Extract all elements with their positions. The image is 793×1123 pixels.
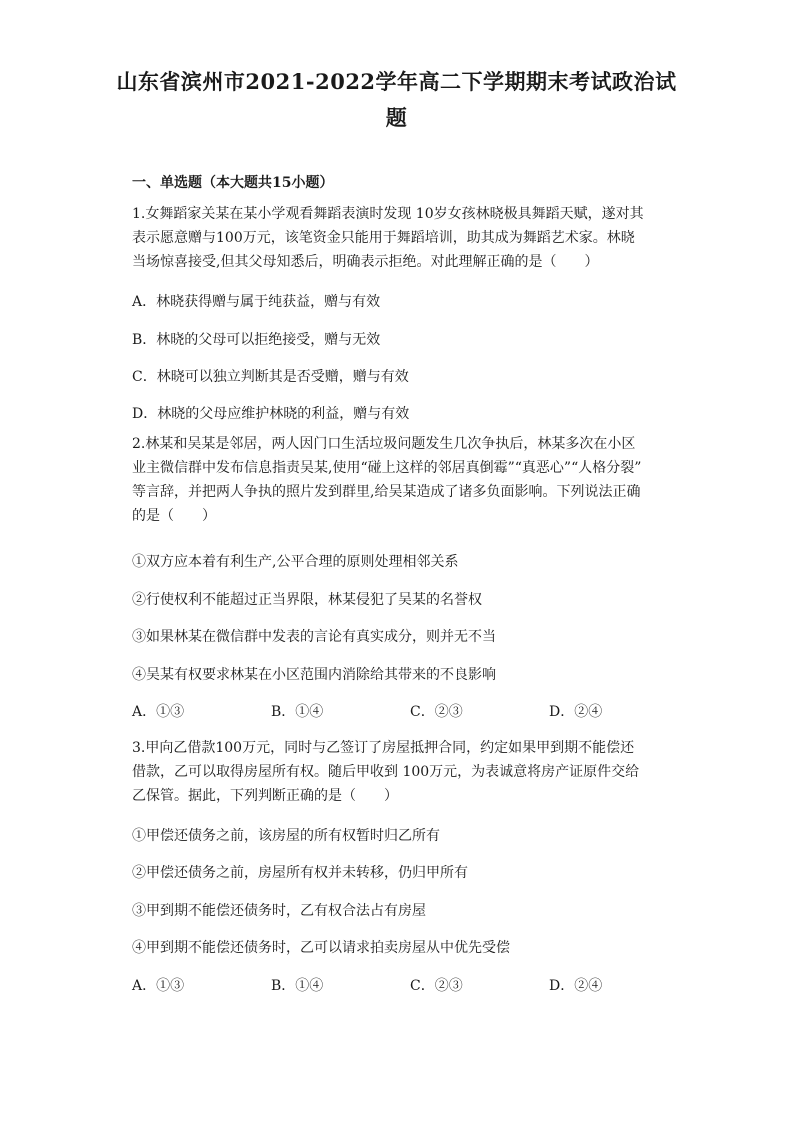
question-1-stem-line: 表示愿意赠与100万元，该笔资金只能用于舞蹈培训，助其成为舞蹈艺术家。林晓 bbox=[132, 230, 635, 246]
question-3-item-2: ②甲偿还债务之前，房屋所有权并未转移，仍归甲所有 bbox=[132, 865, 468, 881]
document-title bbox=[110, 64, 683, 136]
question-2-item-2: ②行使权利不能超过正当界限，林某侵犯了吴某的名誉权 bbox=[132, 592, 482, 608]
question-2-stem-line: 业主微信群中发布信息指责吴某,使用“碰上这样的邻居真倒霉”“真恶心”“人格分裂” bbox=[132, 460, 642, 476]
question-3-choice-b: B．①④ bbox=[271, 978, 324, 994]
question-2-stem-line: 等言辞，并把两人争执的照片发到群里,给吴某造成了诸多负面影响。下列说法正确 bbox=[132, 484, 641, 500]
question-3-choice-c: C．②③ bbox=[410, 978, 463, 994]
question-3-stem-line: 借款，乙可以取得房屋所有权。随后甲收到 100万元，为表诚意将房产证原件交给 bbox=[132, 764, 640, 780]
question-3-stem-line: 乙保管。据此，下列判断正确的是（ ） bbox=[132, 788, 398, 804]
question-3-item-3: ③甲到期不能偿还债务时，乙有权合法占有房屋 bbox=[132, 903, 426, 919]
question-1-option-b: B．林晓的父母可以拒绝接受，赠与无效 bbox=[132, 332, 381, 348]
question-1-option-a: A．林晓获得赠与属于纯获益，赠与有效 bbox=[132, 294, 381, 310]
question-3-stem bbox=[132, 736, 677, 808]
question-3-item-4: ④甲到期不能偿还债务时，乙可以请求拍卖房屋从中优先受偿 bbox=[132, 940, 510, 956]
question-2-stem-line: 2.林某和吴某是邻居，两人因门口生活垃圾问题发生几次争执后，林某多次在小区 bbox=[132, 436, 636, 452]
question-3-choice-a: A．①③ bbox=[132, 978, 185, 994]
title-line-2: 题 bbox=[385, 105, 408, 130]
question-2-item-4: ④吴某有权要求林某在小区范围内消除给其带来的不良影响 bbox=[132, 667, 496, 683]
question-2-choice-b: B．①④ bbox=[271, 704, 324, 720]
question-1-stem-line: 当场惊喜接受,但其父母知悉后，明确表示拒绝。对此理解正确的是（ ） bbox=[132, 254, 599, 270]
question-1-option-c: C．林晓可以独立判断其是否受赠，赠与有效 bbox=[132, 369, 409, 385]
question-3-choice-d: D．②④ bbox=[549, 978, 603, 994]
question-2-item-3: ③如果林某在微信群中发表的言论有真实成分，则并无不当 bbox=[132, 629, 496, 645]
question-2-item-1: ①双方应本着有利生产,公平合理的原则处理相邻关系 bbox=[132, 554, 459, 570]
question-2-choice-c: C．②③ bbox=[410, 704, 463, 720]
question-1-option-d: D．林晓的父母应维护林晓的利益，赠与有效 bbox=[132, 406, 410, 422]
question-2-stem-line: 的是（ ） bbox=[132, 508, 216, 524]
question-2-choice-a: A．①③ bbox=[132, 704, 185, 720]
question-1-stem bbox=[132, 202, 677, 274]
question-2-stem bbox=[132, 432, 677, 528]
question-3-item-1: ①甲偿还债务之前，该房屋的所有权暂时归乙所有 bbox=[132, 828, 440, 844]
question-3-stem-line: 3.甲向乙借款100万元，同时与乙签订了房屋抵押合同，约定如果甲到期不能偿还 bbox=[132, 740, 635, 756]
question-1-stem-line: 1.女舞蹈家关某在某小学观看舞蹈表演时发现 10岁女孩林晓极具舞蹈天赋，遂对其 bbox=[132, 206, 644, 222]
question-2-choice-d: D．②④ bbox=[549, 704, 603, 720]
title-line-1: 山东省滨州市2021-2022学年高二下学期期末考试政治试 bbox=[116, 69, 677, 94]
section-heading: 一、单选题（本大题共15小题） bbox=[132, 175, 334, 191]
